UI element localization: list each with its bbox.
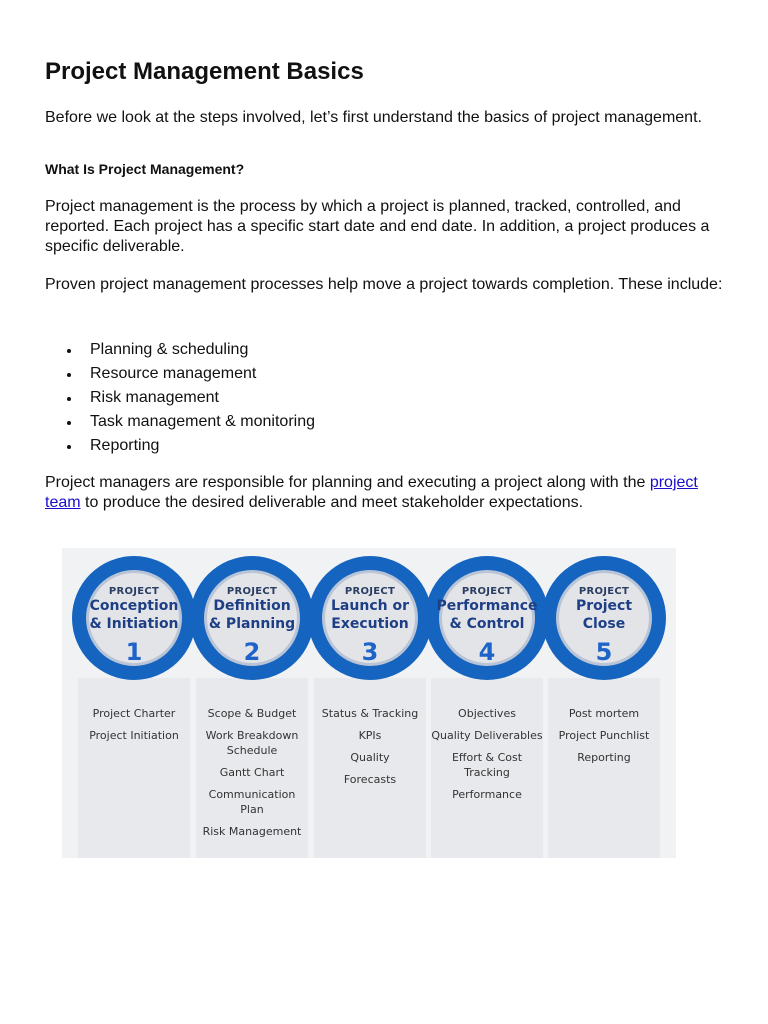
managers-paragraph: Project managers are responsible for planning and executing a project along with the project team to produce the desired deliverable and meet stakeholder expectations. <box>45 474 698 511</box>
phase-number-2: 2 <box>243 638 261 666</box>
phase-name-line2: Execution <box>331 616 409 632</box>
processes-paragraph: Proven project management processes help move a project towards completion. These include: <box>45 276 723 293</box>
phase-items-2 <box>196 706 308 846</box>
phase-item: Communication Plan <box>208 788 296 816</box>
bullet-icon <box>67 373 71 377</box>
phase-item: Reporting <box>577 751 631 764</box>
phase-item: Risk Management <box>202 825 302 838</box>
list-item: Risk management <box>45 386 315 410</box>
phase-label: PROJECT <box>461 586 513 597</box>
phase-name-line2: & Control <box>449 616 525 632</box>
phase-item: Quality <box>350 751 390 764</box>
bullet-icon <box>67 349 71 353</box>
phase-name-line2: & Planning <box>208 616 296 632</box>
phase-item: Status & Tracking <box>321 707 419 720</box>
phase-title-3 <box>308 586 432 633</box>
phase-title-4 <box>425 586 549 633</box>
phase-name-line2: Close <box>582 616 626 632</box>
phase-name-line1: Launch or <box>331 598 409 614</box>
phase-label: PROJECT <box>344 586 396 597</box>
bullet-icon <box>67 445 71 449</box>
list-item: Resource management <box>45 362 315 386</box>
page-title: Project Management Basics <box>45 58 364 85</box>
phase-item: Objectives <box>458 707 516 720</box>
phase-item: Performance <box>452 788 522 801</box>
bullet-icon <box>67 421 71 425</box>
phase-item: Scope & Budget <box>207 707 297 720</box>
phase-label: PROJECT <box>226 586 278 597</box>
phase-number-1: 1 <box>125 638 143 666</box>
phase-title-5 <box>542 586 666 633</box>
phase-item: Work Breakdown Schedule <box>205 729 299 757</box>
list-item: Task management & monitoring <box>45 410 315 434</box>
phase-name-line1: Definition <box>213 598 291 614</box>
phase-number-4: 4 <box>478 638 496 666</box>
process-list <box>45 338 315 458</box>
phase-item: Project Punchlist <box>558 729 650 742</box>
list-item: Reporting <box>45 434 315 458</box>
phase-item: Post mortem <box>568 707 640 720</box>
phase-name-line1: Conception <box>89 598 179 614</box>
phase-items-1 <box>78 706 190 750</box>
phase-item: Gantt Chart <box>219 766 285 779</box>
section-heading: What Is Project Management? <box>45 161 245 177</box>
phase-column-1 <box>78 678 190 858</box>
phase-item: Effort & Cost Tracking <box>451 751 523 779</box>
project-phases-infographic <box>62 548 676 858</box>
bullet-icon <box>67 397 71 401</box>
list-item: Planning & scheduling <box>45 338 315 362</box>
phase-name-line1: Project <box>575 598 633 614</box>
project-team-link[interactable]: project team <box>45 474 698 511</box>
phase-item: Project Charter <box>92 707 176 720</box>
phase-number-5: 5 <box>595 638 613 666</box>
phase-item: KPIs <box>358 729 382 742</box>
phase-title-2 <box>190 586 314 633</box>
phase-name-line1: Performance <box>436 598 538 614</box>
phase-name-line2: & Initiation <box>89 616 179 632</box>
phase-title-1 <box>72 586 196 633</box>
phase-label: PROJECT <box>578 586 630 597</box>
phase-items-4 <box>431 706 543 809</box>
phase-item: Quality Deliverables <box>431 729 543 742</box>
phase-number-3: 3 <box>361 638 379 666</box>
phase-items-3 <box>314 706 426 794</box>
intro-paragraph: Before we look at the steps involved, let’s first understand the basics of project management. <box>45 109 702 126</box>
phase-label: PROJECT <box>108 586 160 597</box>
definition-paragraph: Project management is the process by which a project is planned, tracked, controlled, and reported. Each project has a specific start date and end date. In addition, a project produces a specific deliverable. <box>45 198 710 255</box>
phase-items-5 <box>548 706 660 772</box>
phase-item: Project Initiation <box>89 729 179 742</box>
phase-item: Forecasts <box>343 773 397 786</box>
